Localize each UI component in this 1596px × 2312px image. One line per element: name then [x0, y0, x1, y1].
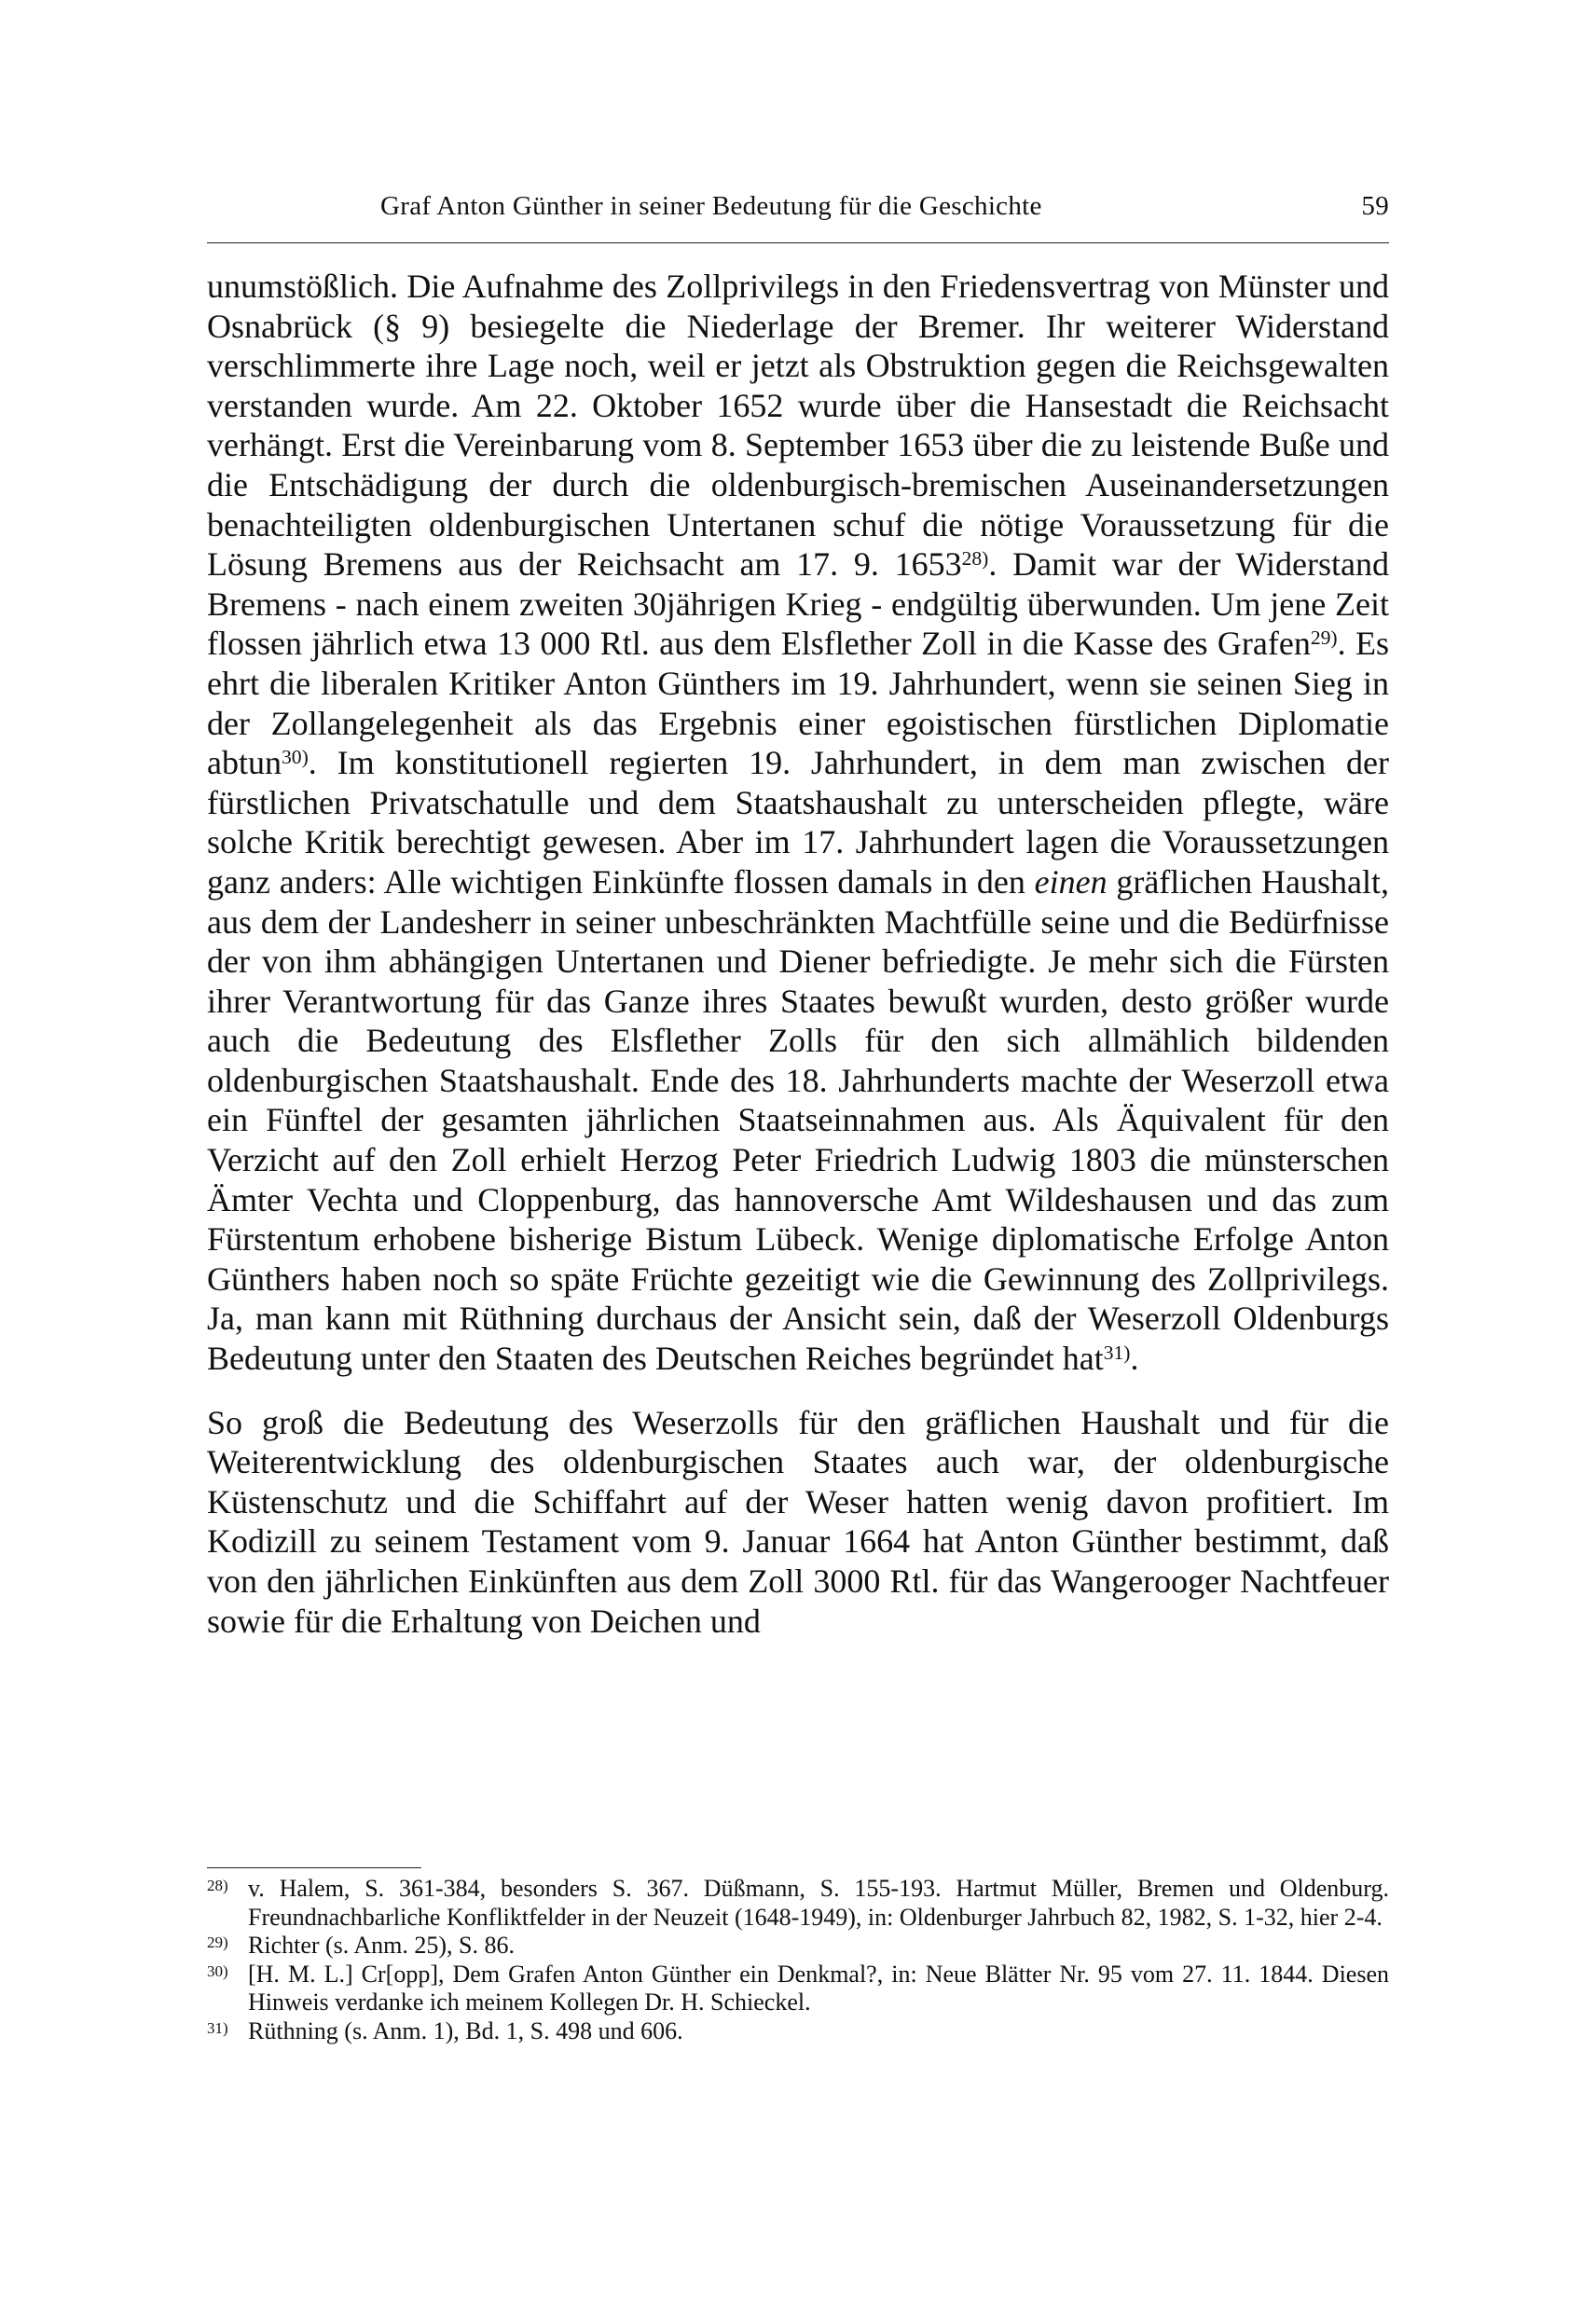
footnotes — [207, 1875, 1389, 2045]
footnote-28 — [207, 1875, 1389, 1932]
footnote-ref-30: 30) — [281, 746, 309, 769]
text-run: . Damit war der Widerstand Bremens - nach einem zweiten 30jährigen Krieg - endgültig überwunden. Um jene Zeit flossen jährlich etwa 13 000 Rtl. aus dem Elsflether Zoll in die Kasse des Grafen — [207, 545, 1389, 663]
footnote-text: v. Halem, S. 361-384, besonders S. 367. Düßmann, S. 155-193. Hartmut Müller, Bremen und Oldenburg. Freundnachbarliche Konfliktfelder in der Neuzeit (1648-1949), in: Oldenburger Jahrbuch 82, 1982, S. 1-32, hier 2-4. — [248, 1875, 1389, 1931]
footnote-text: Richter (s. Anm. 25), S. 86. — [248, 1932, 515, 1959]
footnote-number: 28) — [207, 1877, 228, 1894]
footnote-31 — [207, 2017, 1389, 2046]
footnote-ref-31: 31) — [1103, 1342, 1131, 1365]
footnote-number: 29) — [207, 1934, 228, 1951]
footnote-text: [H. M. L.] Cr[opp], Dem Grafen Anton Günther ein Denkmal?, in: Neue Blätter Nr. 95 vom 27. 11. 1844. Diesen Hinweis verdanke ich meinem Kollegen Dr. H. Schieckel. — [248, 1960, 1389, 2016]
text-run: . Im konstitutionell regierten 19. Jahrhundert, in dem man zwischen der fürstlichen Privatschatulle und dem Staatshaushalt zu unterscheiden pflegte, wäre solche Kritik berechtigt gewesen. Aber im 17. Jahrhundert lagen die Voraussetzungen ganz anders: Alle wichtigen Einkünfte flossen damals in den — [207, 744, 1389, 901]
body-text — [207, 267, 1389, 1641]
emphasis-einen: einen — [1034, 862, 1108, 901]
footnote-29 — [207, 1932, 1389, 1961]
footnote-30 — [207, 1961, 1389, 2017]
text-run: gräflichen Haushalt, aus dem der Landesherr in seiner unbeschränkten Machtfülle seine und die Bedürfnisse der von ihm abhängigen Untertanen und Diener befriedigte. Je mehr sich die Fürsten ihrer Verantwortung für das Ganze ihres Staates bewußt wurden, desto größer wurde auch die Bedeutung des Elsflether Zolls für den sich allmählich bildenden oldenburgischen Staatshaushalt. Ende des 18. Jahrhunderts machte der Weserzoll etwa ein Fünftel der gesamten jährlichen Staatseinnahmen aus. Als Äquivalent für den Verzicht auf den Zoll erhielt Herzog Peter Friedrich Ludwig 1803 die münsterschen Ämter Vechta und Cloppenburg, das hannoversche Amt Wildeshausen und das zum Fürstentum erhobene bisherige Bistum Lübeck. Wenige diplomatische Erfolge Anton Günthers haben noch so späte Früchte gezeitigt wie die Gewinnung des Zollprivilegs. Ja, man kann mit Rüthning durchaus der Ansicht sein, daß der Weserzoll Oldenburgs Bedeutung unter den Staaten des Deutschen Reiches begründet hat — [207, 862, 1389, 1378]
text-run: . Es ehrt die liberalen Kritiker Anton Günthers im 19. Jahrhundert, wenn sie seinen Sieg in der Zollangelegenheit als das Ergebnis einer egoistischen fürstlichen Diplomatie abtun — [207, 625, 1389, 782]
header-rule — [207, 242, 1389, 243]
footnote-number: 31) — [207, 2018, 228, 2037]
text-run: unumstößlich. Die Aufnahme des Zollprivilegs in den Friedensvertrag von Münster und Osnabrück (§ 9) besiegelte die Niederlage der Bremer. Ihr weiterer Widerstand verschlimmerte ihre Lage noch, weil er jetzt als Obstruktion gegen die Reichsgewalten verstanden wurde. Am 22. Oktober 1652 wurde über die Hansestadt die Reichsacht verhängt. Erst die Vereinbarung vom 8. September 1653 über die zu leistende Buße und die Entschädigung der durch die oldenburgisch-bremischen Auseinandersetzungen benachteiligten oldenburgischen Untertanen schuf die nötige Voraussetzung für die Lösung Bremens aus der Reichsacht am 17. 9. 1653 — [207, 268, 1389, 584]
running-title: Graf Anton Günther in seiner Bedeutung für die Geschichte — [380, 191, 1042, 221]
page-number: 59 — [1361, 191, 1389, 221]
paragraph-1 — [207, 267, 1389, 1379]
footnote-rule — [207, 1867, 421, 1868]
footnote-ref-28: 28) — [961, 547, 989, 571]
footnote-number: 30) — [207, 1961, 228, 1980]
text-run: . — [1130, 1340, 1139, 1378]
paragraph-2: So groß die Bedeutung des Weserzolls für den gräflichen Haushalt und für die Weiterentwicklung des oldenburgischen Staates auch war, der oldenburgische Küstenschutz und die Schiffahrt auf der Weser hatten wenig davon profitiert. Im Kodizill zu seinem Testament vom 9. Januar 1664 hat Anton Günther bestimmt, daß von den jährlichen Einkünften aus dem Zoll 3000 Rtl. für das Wangerooger Nachtfeuer sowie für die Erhaltung von Deichen und — [207, 1403, 1389, 1640]
footnote-ref-29: 29) — [1310, 626, 1338, 650]
footnote-text: Rüthning (s. Anm. 1), Bd. 1, S. 498 und 606. — [248, 2016, 683, 2044]
running-head — [207, 191, 1389, 222]
